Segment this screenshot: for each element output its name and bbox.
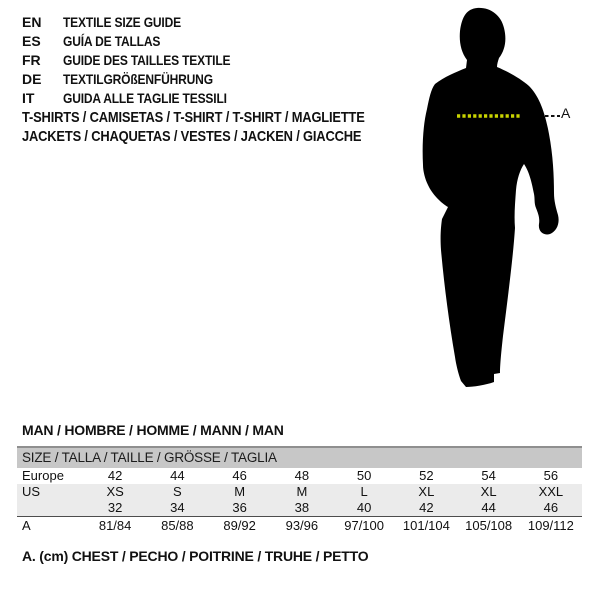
footnote-text: A. (cm) CHEST / PECHO / POITRINE / TRUHE / PETTO [22,548,369,564]
man-silhouette [423,8,559,387]
table-row-europe [17,468,582,484]
table-cell: 50 [356,468,372,483]
row-label: US [22,484,41,499]
row-label: Europe [22,468,64,483]
language-text: TEXTILGRÖßENFÜHRUNG [63,71,213,87]
language-code: ES [22,33,41,49]
product-types [22,108,421,146]
language-code: EN [22,14,42,30]
language-code: DE [22,71,42,87]
measure-label-a: A [561,105,571,121]
table-cell: 36 [232,500,247,515]
language-text: GUIDE DES TAILLES TEXTILE [63,52,231,68]
product-line-tshirts: T-SHIRTS / CAMISETAS / T-SHIRT / T-SHIRT / MAGLIETTE [22,109,365,126]
table-cell: 46 [232,468,247,483]
table-cell: M [296,484,308,499]
table-cell: 56 [543,468,559,483]
table-cell: 34 [170,500,185,515]
table-cell: 105/108 [465,518,513,533]
table-cell: 42 [419,500,434,515]
product-line-jackets: JACKETS / CHAQUETAS / VESTES / JACKEN / GIACCHE [22,128,362,145]
footnote-chest [22,548,368,564]
table-cell: 40 [356,500,372,515]
table-cell: 97/100 [344,518,384,533]
section-title-text: MAN / HOMBRE / HOMME / MANN / MAN [22,422,284,438]
table-cell: 109/112 [527,518,574,533]
language-text: TEXTILE SIZE GUIDE [63,14,181,30]
size-table-header-text: SIZE / TALLA / TAILLE / GRÖSSE / TAGLIA [22,450,277,465]
table-cell: XL [480,484,497,499]
language-code: FR [22,52,41,68]
table-cell: 89/92 [223,518,256,533]
table-cell: 81/84 [98,518,132,533]
table-cell: S [173,484,182,499]
section-title-man [22,422,284,438]
table-cell: 54 [481,468,496,483]
table-cell: XS [106,484,124,499]
size-table [17,446,582,534]
table-cell: 46 [543,500,559,515]
table-cell: 38 [294,500,310,515]
table-row-chest-cm [17,516,582,534]
table-cell: 85/88 [161,518,194,533]
table-cell: 42 [107,468,123,483]
table-cell: 93/96 [285,518,319,533]
language-list [22,13,258,108]
row-label [17,500,84,516]
table-cell: 32 [107,500,123,515]
language-code: IT [22,90,35,106]
table-row-numeric [17,500,582,516]
table-cell: L [360,484,368,499]
table-row-us [17,484,582,500]
table-cell: 101/104 [402,518,450,533]
language-row [22,70,258,89]
table-cell: XL [418,484,435,499]
table-cell: 44 [170,468,185,483]
table-cell: 44 [481,500,496,515]
language-row [22,32,258,51]
size-guide-figure [400,0,585,400]
language-row [22,89,258,108]
table-cell: 48 [294,468,310,483]
language-row [22,51,258,70]
table-cell: M [234,484,246,499]
table-cell: 52 [419,468,434,483]
language-row [22,13,258,32]
row-label: A [22,518,31,533]
size-table-header [17,446,582,468]
table-cell: XXL [538,484,564,499]
language-text: GUÍA DE TALLAS [63,33,161,49]
language-text: GUIDA ALLE TAGLIE TESSILI [63,90,227,106]
